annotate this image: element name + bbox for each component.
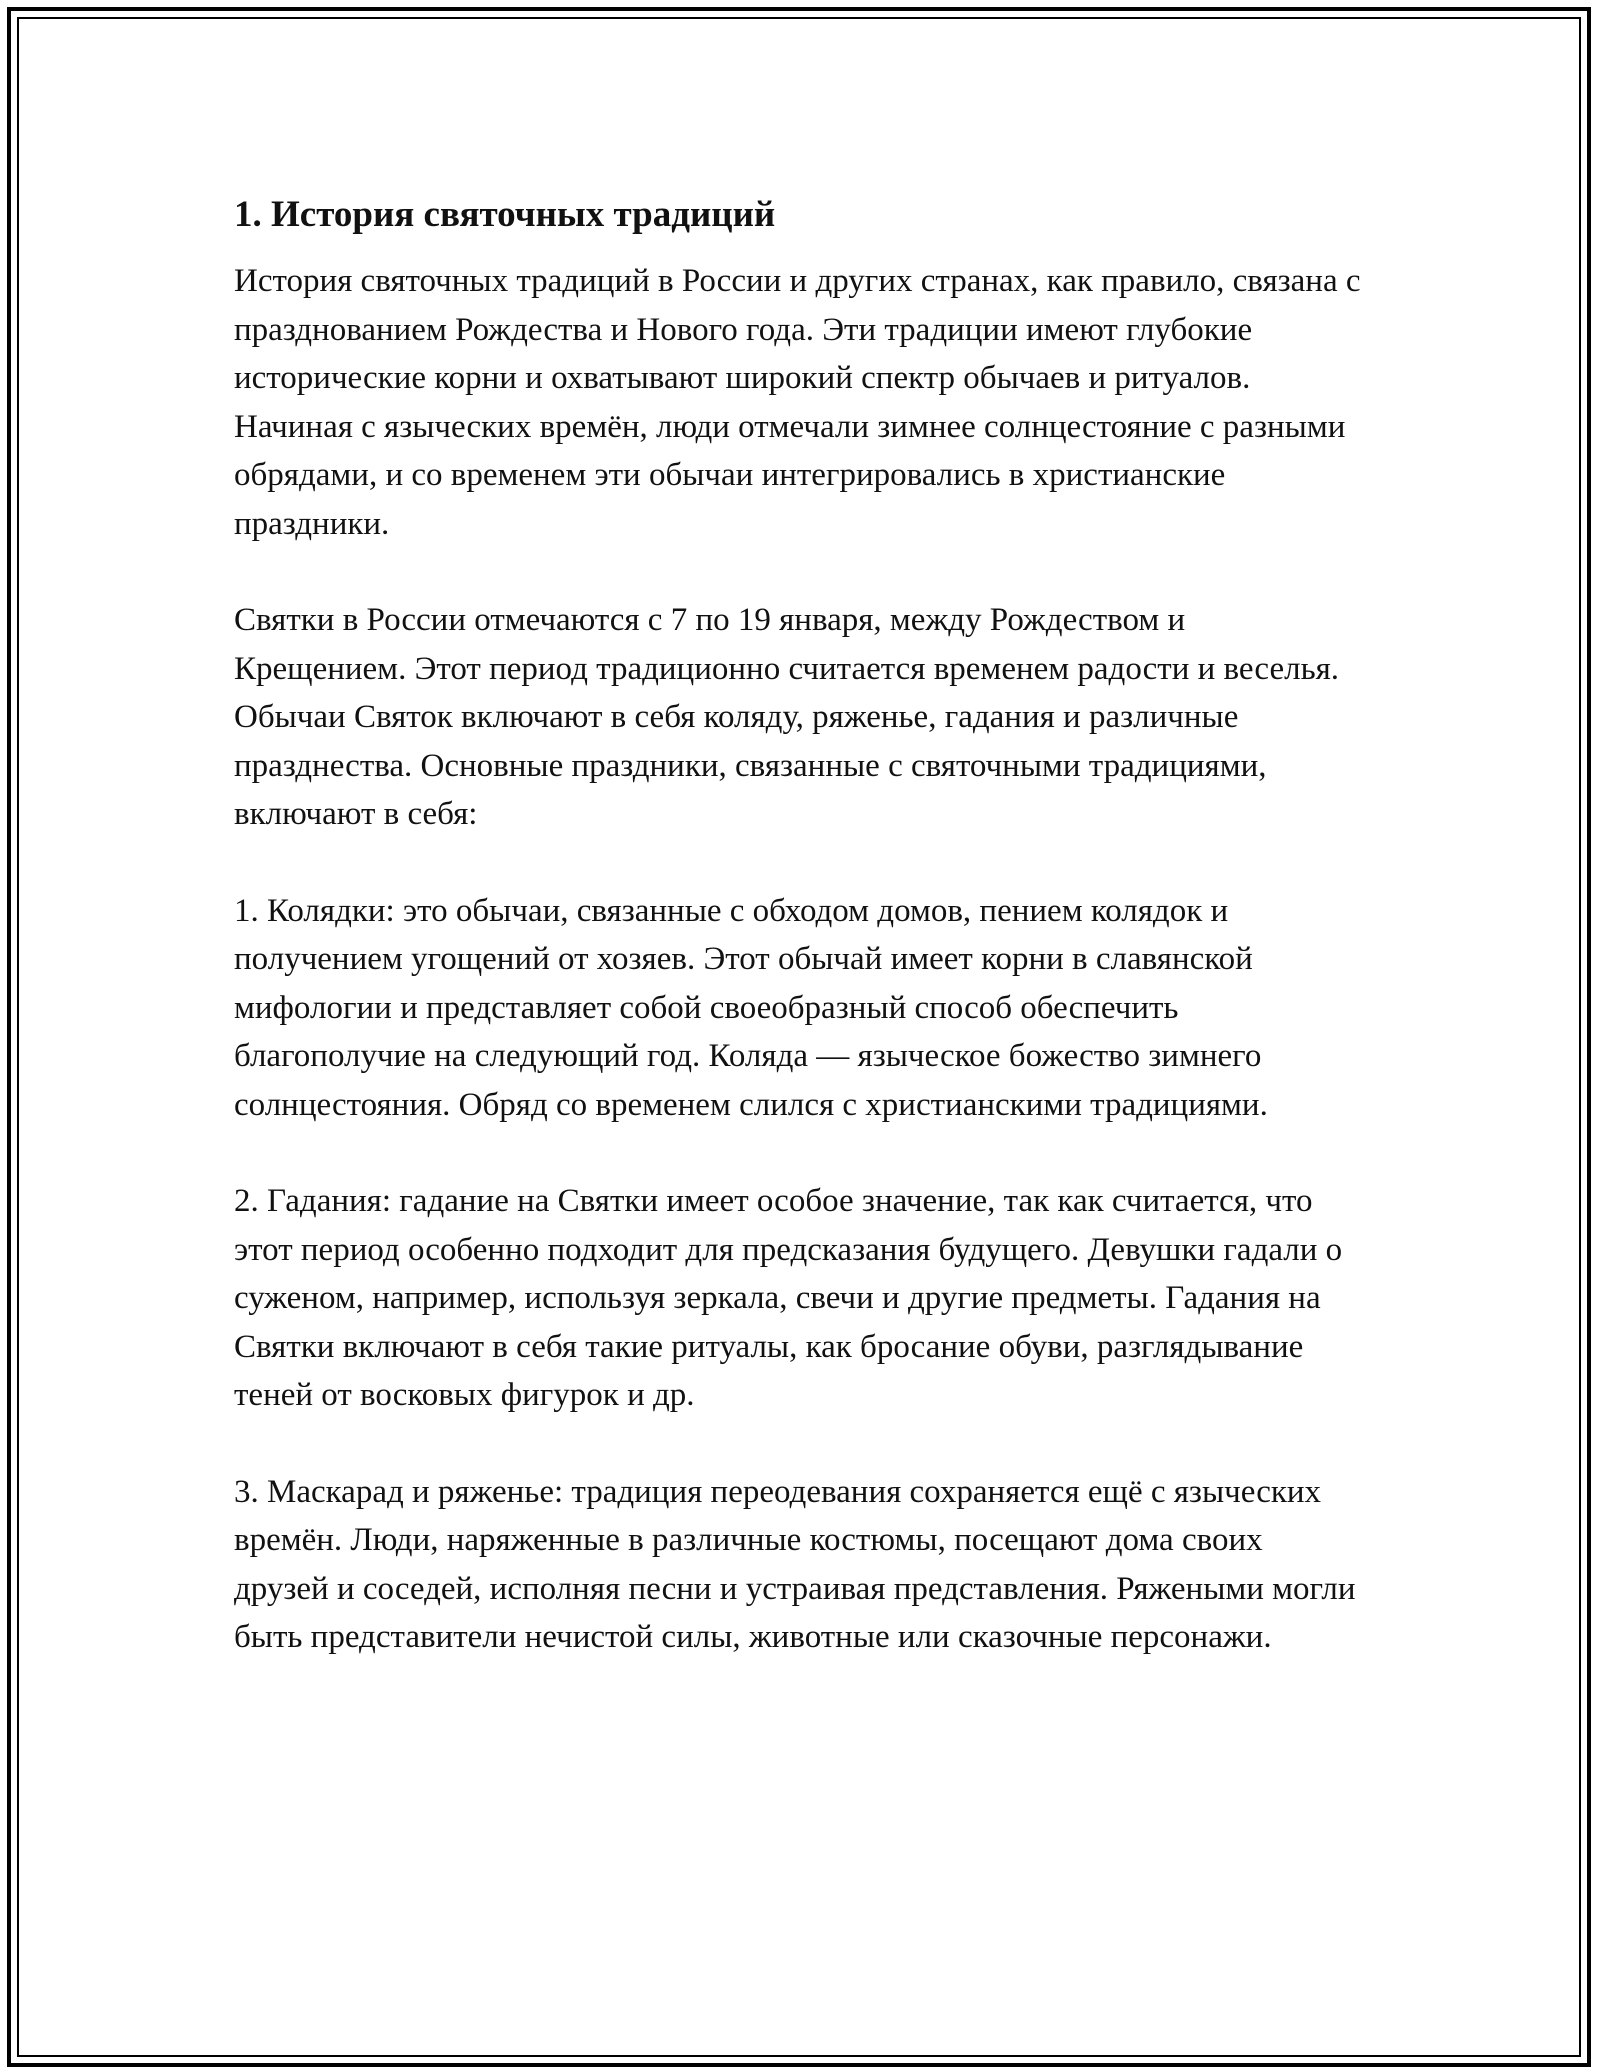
document-body <box>234 185 1364 1710</box>
paragraph-intro: История святочных традиций в России и других странах, как правило, связана с празднованием Рождества и Нового года. Эти традиции имеют глубокие исторические корни и охватывают широкий спектр обычаев и ритуалов. Начиная с языческих времён, люди отмечали зимнее солнцестояние с разными обрядами, и со временем эти обычаи интегрировались в христианские праздники. <box>234 263 1361 542</box>
paragraph-maskarad: 3. Маскарад и ряженье: традиция переодевания сохраняется ещё с языческих времён. Люди, наряженные в различные костюмы, посещают дома своих друзей и соседей, исполняя песни и устраивая представления. Ряжеными могли быть представители нечистой силы, животные или сказочные персонажи. <box>234 1473 1356 1655</box>
paragraph-gadaniya: 2. Гадания: гадание на Святки имеет особое значение, так как считается, что этот период особенно подходит для предсказания будущего. Девушки гадали о суженом, например, используя зеркала, свечи и другие предметы. Гадания на Святки включают в себя такие ритуалы, как бросание обуви, разглядывание теней от восковых фигурок и др. <box>234 1183 1343 1413</box>
section-heading: 1. История святочных традиций <box>234 194 776 235</box>
paragraph-kolyadki: 1. Колядки: это обычаи, связанные с обходом домов, пением колядок и получением угощений от хозяев. Этот обычай имеет корни в славянской мифологии и представляет собой своеобразный способ обеспечить благополучие на следующий год. Коляда — языческое божество зимнего солнцестояния. Обряд со временем слился с христианскими традициями. <box>234 892 1268 1123</box>
paragraph-svyatki: Святки в России отмечаются с 7 по 19 января, между Рождеством и Крещением. Этот период традиционно считается временем радости и веселья. Обычаи Святок включают в себя коляду, ряженье, гадания и различные празднества. Основные праздники, связанные с святочными традициями, включают в себя: <box>234 602 1340 832</box>
